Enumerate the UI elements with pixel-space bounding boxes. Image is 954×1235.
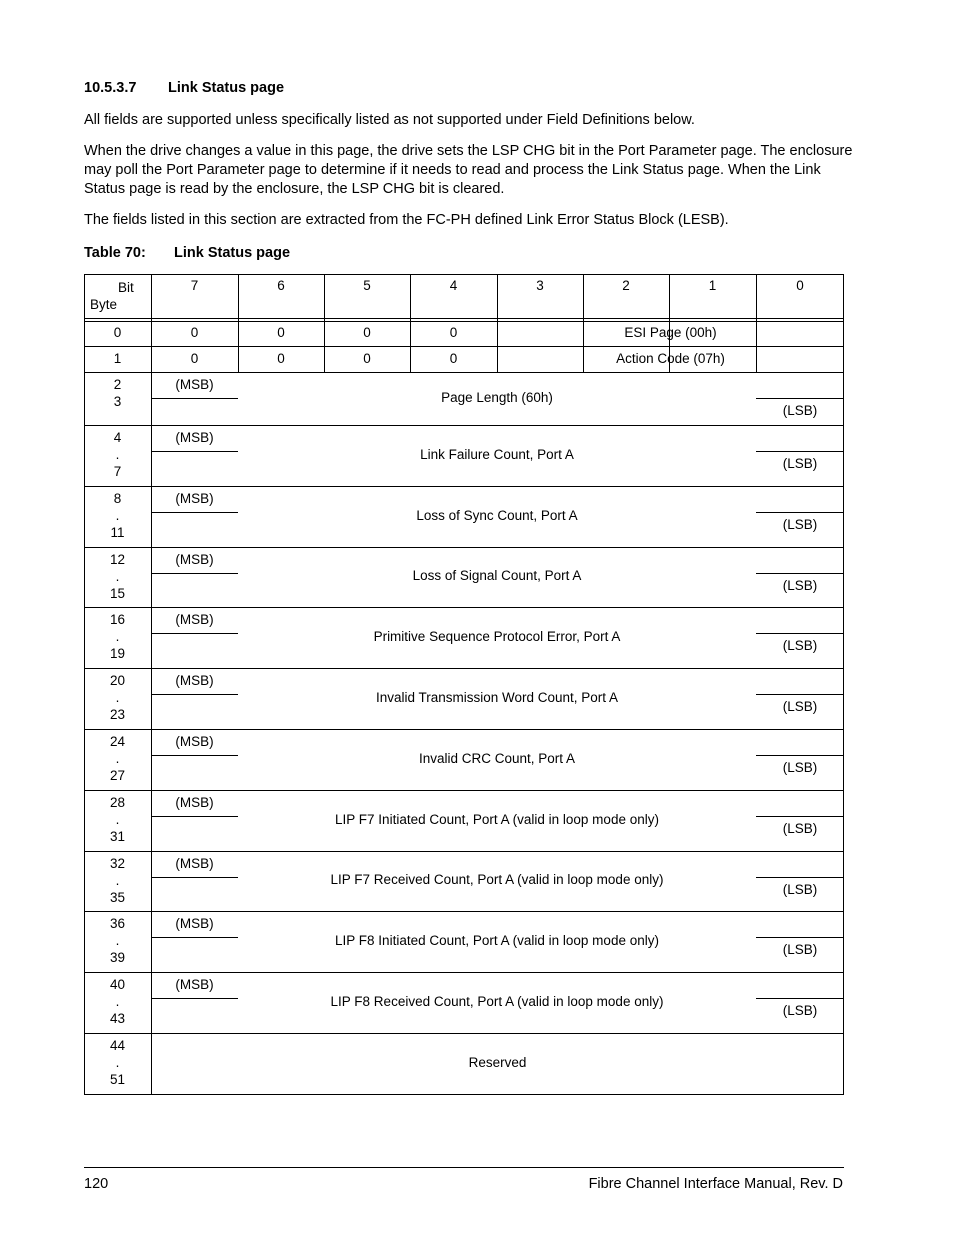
lsb-overline	[756, 633, 844, 634]
byte-start: 4	[113, 430, 122, 445]
byte-start: 40	[109, 977, 126, 992]
section-heading	[84, 80, 284, 96]
header-byte-label: Byte	[90, 297, 118, 312]
lsb-overline	[756, 998, 844, 999]
bit-value: 0	[277, 351, 285, 366]
header-bit-1: 1	[708, 278, 717, 293]
row-bottom-line	[84, 486, 844, 487]
table-border-top	[84, 274, 844, 275]
byte-start: 12	[109, 552, 126, 567]
row-bottom-line	[84, 607, 844, 608]
header-bit-label: Bit	[118, 280, 134, 295]
header-double-line-2	[84, 321, 844, 322]
lsb-label: (LSB)	[782, 882, 818, 897]
field-name-page-length: Page Length (60h)	[441, 389, 553, 405]
lsb-label: (LSB)	[782, 760, 818, 775]
lsb-label: (LSB)	[782, 699, 818, 714]
footer-rule	[84, 1167, 844, 1168]
msb-label: (MSB)	[175, 491, 214, 506]
byte-start: 28	[109, 795, 126, 810]
field-name-reserved: Reserved	[468, 1055, 527, 1070]
byte-end: 39	[109, 950, 126, 965]
row-bottom-line	[84, 729, 844, 730]
byte-range-dot: .	[115, 690, 120, 705]
byte-start: 36	[109, 916, 126, 931]
paragraph-lesb: The fields listed in this section are extracted from the FC-PH defined Link Error Status Block (LESB).	[84, 212, 729, 228]
field-name-count: Invalid Transmission Word Count, Port A	[375, 689, 619, 705]
byte-end: 23	[109, 707, 126, 722]
paragraph-lsp-chg: When the drive changes a value in this page, the drive sets the LSP CHG bit in the Port Parameter page. The enclosure may poll the Port Parameter page to determine if it needs to read and process the Link Status page. When the Link Status page is read by the enclosure, the LSP CHG bit is cleared.	[84, 143, 853, 197]
msb-label: (MSB)	[175, 612, 214, 627]
lsb-overline	[756, 573, 844, 574]
byte-end: 51	[109, 1072, 126, 1087]
byte-number: 1	[113, 351, 122, 366]
section-number: 10.5.3.7	[84, 80, 137, 96]
byte-start: 32	[109, 856, 126, 871]
paragraph-supported-fields: All fields are supported unless specifically listed as not supported under Field Definitions below.	[84, 112, 695, 128]
byte-start: 2	[113, 377, 122, 392]
byte-range-dot: .	[115, 508, 120, 523]
lsb-overline	[756, 937, 844, 938]
lsb-label: (LSB)	[782, 1003, 818, 1018]
byte-start: 16	[109, 612, 126, 627]
field-name-count: LIP F7 Initiated Count, Port A (valid in loop mode only)	[335, 811, 659, 827]
header-bit-4: 4	[449, 278, 458, 293]
bit-value: 0	[190, 325, 199, 340]
bit-value: 0	[277, 325, 285, 340]
row-bottom-line	[84, 911, 844, 912]
msb-label: (MSB)	[175, 977, 214, 992]
byte-range-dot: .	[115, 812, 120, 827]
byte-range-dot: .	[115, 629, 120, 644]
table-caption-label: Table 70:	[84, 245, 146, 261]
bit-value: 0	[449, 325, 458, 340]
byte-end: 43	[109, 1011, 126, 1026]
row-bottom-line	[84, 1033, 844, 1034]
row-bottom-line	[84, 547, 844, 548]
row-0-bottom-line	[84, 346, 844, 347]
header-bit-2: 2	[622, 278, 630, 293]
table-border-bottom	[84, 1094, 844, 1095]
header-bit-3: 3	[536, 278, 544, 293]
lsb-overline	[756, 451, 844, 452]
byte-start: 44	[109, 1038, 126, 1053]
msb-label: (MSB)	[175, 673, 214, 688]
bit-value: 0	[190, 351, 199, 366]
field-name-count: Primitive Sequence Protocol Error, Port A	[373, 628, 621, 644]
msb-label: (MSB)	[175, 856, 214, 871]
field-name-count: LIP F8 Initiated Count, Port A (valid in loop mode only)	[335, 932, 659, 948]
table-caption-title: Link Status page	[174, 245, 291, 261]
field-name: ESI Page (00h)	[624, 325, 717, 340]
byte-end: 19	[109, 646, 126, 661]
lsb-label: (LSB)	[782, 578, 818, 593]
byte-range-dot: .	[115, 569, 120, 584]
lsb-label: (LSB)	[782, 456, 818, 471]
msb-label: (MSB)	[175, 795, 214, 810]
byte-end: 11	[110, 525, 125, 540]
row-bottom-line	[84, 790, 844, 791]
byte-range-dot: .	[115, 994, 120, 1009]
lsb-overline	[756, 694, 844, 695]
header-bit-5: 5	[363, 278, 371, 293]
msb-label: (MSB)	[175, 916, 214, 931]
header-double-line-1	[84, 318, 844, 319]
lsb-label: (LSB)	[782, 638, 818, 653]
bit-value: 0	[363, 351, 371, 366]
byte-range-dot: .	[115, 1055, 120, 1070]
row-bottom-line	[84, 972, 844, 973]
lsb-overline	[756, 816, 844, 817]
lsb-label: (LSB)	[782, 517, 818, 532]
byte-end: 35	[109, 890, 126, 905]
footer-page-number: 120	[84, 1176, 109, 1192]
lsb-label: (LSB)	[782, 403, 818, 418]
byte-start: 8	[113, 491, 122, 506]
field-name-count: Loss of Sync Count, Port A	[416, 507, 578, 523]
field-name: Action Code (07h)	[616, 351, 725, 366]
header-bit-6: 6	[277, 278, 285, 293]
byte-start: 20	[109, 673, 126, 688]
byte-end: 7	[113, 464, 122, 479]
byte-number: 0	[113, 325, 122, 340]
field-name-count: LIP F7 Received Count, Port A (valid in loop mode only)	[330, 872, 664, 887]
row-bottom-line	[84, 425, 844, 426]
byte-end: 15	[109, 586, 126, 601]
msb-label: (MSB)	[175, 734, 214, 749]
msb-label: (MSB)	[175, 552, 214, 567]
field-name-count: Link Failure Count, Port A	[420, 446, 574, 462]
lsb-overline	[756, 512, 844, 513]
byte-range-dot: .	[115, 873, 120, 888]
byte-range-dot: .	[115, 447, 120, 462]
lsb-overline	[756, 755, 844, 756]
field-name-count: LIP F8 Received Count, Port A (valid in loop mode only)	[330, 993, 664, 1009]
footer-document-title: Fibre Channel Interface Manual, Rev. D	[588, 1176, 843, 1192]
bit-value: 0	[363, 325, 371, 340]
row-bottom-line	[84, 668, 844, 669]
byte-start: 24	[109, 734, 126, 749]
byte-range-dot: .	[115, 933, 120, 948]
msb-label: (MSB)	[175, 430, 214, 445]
header-bit-7: 7	[190, 278, 199, 293]
byte-range-dot: .	[115, 751, 120, 766]
section-title: Link Status page	[168, 80, 285, 96]
lsb-label: (LSB)	[782, 942, 818, 957]
lsb-label: (LSB)	[782, 821, 818, 836]
field-name-count: Invalid CRC Count, Port A	[418, 750, 576, 766]
msb-label: (MSB)	[175, 377, 214, 392]
lsb-overline	[756, 398, 844, 399]
bit-value: 0	[449, 351, 458, 366]
lsb-overline	[756, 877, 844, 878]
field-name-count: Loss of Signal Count, Port A	[412, 568, 582, 583]
header-bit-0: 0	[796, 278, 804, 293]
row-bottom-line	[84, 851, 844, 852]
byte-end: 31	[109, 829, 126, 844]
link-status-page-table	[84, 274, 844, 1095]
byte-end: 27	[109, 768, 126, 783]
row-1-bottom-line	[84, 372, 844, 373]
byte-end: 3	[113, 394, 122, 409]
table-caption	[84, 245, 290, 261]
